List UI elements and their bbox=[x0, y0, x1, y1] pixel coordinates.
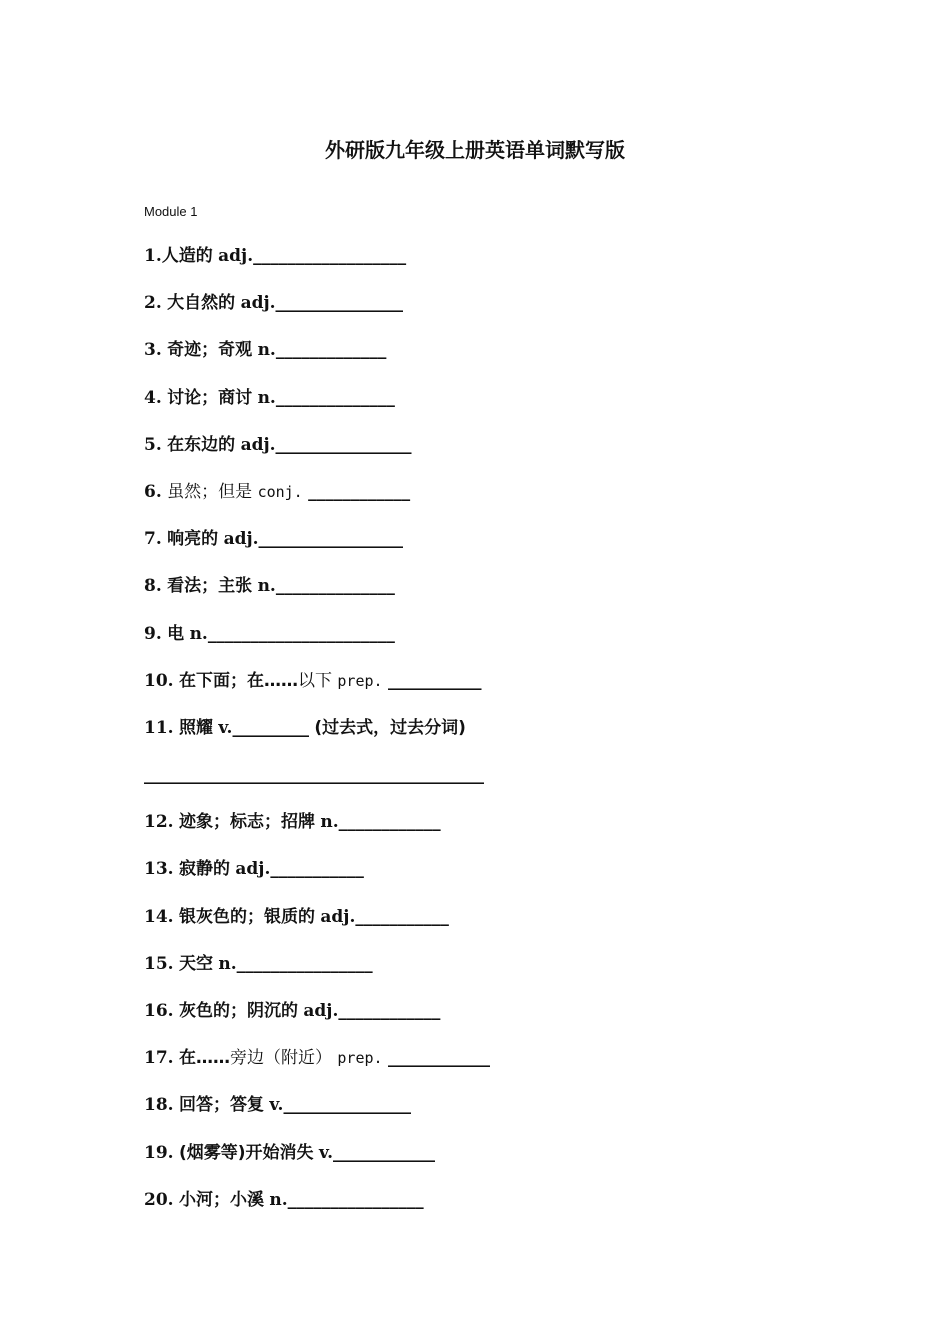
module-label: Module 1 bbox=[144, 204, 198, 219]
item-chinese: 大自然的 bbox=[167, 293, 236, 314]
item-chinese: 在…… bbox=[178, 1048, 230, 1069]
list-item bbox=[144, 526, 844, 573]
list-item bbox=[144, 479, 844, 526]
document-title: 外研版九年级上册英语单词默写版 bbox=[325, 138, 625, 162]
item-part-of-speech: n. bbox=[257, 576, 276, 597]
item-part-of-speech: prep. bbox=[337, 1049, 383, 1068]
item-number: 4. bbox=[144, 387, 162, 408]
item-part-of-speech: adj. bbox=[218, 246, 254, 266]
item-note: (过去式，过去分词) bbox=[314, 717, 466, 738]
answer-blank: __________________ bbox=[253, 246, 407, 266]
item-chinese: 奇迹；奇观 bbox=[167, 340, 253, 361]
answer-blank: _______________ bbox=[283, 1095, 411, 1116]
item-chinese: 小河；小溪 bbox=[178, 1189, 264, 1210]
item-chinese-continued: 旁边（附近） bbox=[229, 1048, 332, 1069]
item-part-of-speech: v. bbox=[318, 1142, 334, 1163]
item-number: 9. bbox=[144, 623, 162, 644]
answer-blank: ____________ bbox=[338, 812, 441, 833]
item-part-of-speech: v. bbox=[269, 1095, 284, 1116]
item-chinese: 电 bbox=[167, 623, 185, 644]
answer-blank: ________________ bbox=[287, 1189, 424, 1210]
list-item bbox=[144, 385, 844, 432]
answer-blank: ___________ bbox=[387, 670, 482, 691]
list-item bbox=[144, 1092, 844, 1139]
answer-blank: _______________ bbox=[275, 293, 404, 314]
item-number: 8. bbox=[144, 576, 162, 597]
item-chinese: 银灰色的；银质的 bbox=[178, 906, 315, 927]
answer-blank: ________________ bbox=[236, 953, 373, 974]
item-part-of-speech: adj. bbox=[303, 1001, 339, 1021]
item-part-of-speech: n. bbox=[320, 812, 339, 833]
item-part-of-speech: v. bbox=[218, 717, 233, 738]
list-item bbox=[144, 243, 844, 290]
item-chinese: 照耀 bbox=[178, 717, 213, 738]
item-part-of-speech: adj. bbox=[240, 434, 276, 455]
item-part-of-speech: prep. bbox=[337, 671, 383, 690]
item-chinese: (烟雾等)开始消失 bbox=[178, 1142, 314, 1163]
item-number: 15. bbox=[144, 953, 174, 974]
item-chinese: 虽然；但是 bbox=[167, 481, 253, 502]
item-number: 14. bbox=[144, 906, 174, 927]
item-number: 2. bbox=[144, 293, 162, 314]
item-part-of-speech: n. bbox=[269, 1189, 288, 1210]
list-item bbox=[144, 621, 844, 668]
answer-blank: _________ bbox=[232, 717, 309, 738]
item-chinese: 灰色的；阴沉的 bbox=[178, 1001, 298, 1021]
answer-blank: ______________ bbox=[275, 576, 395, 597]
list-item bbox=[144, 809, 844, 856]
item-part-of-speech: adj. bbox=[235, 859, 271, 880]
item-number: 3. bbox=[144, 340, 162, 361]
item-chinese-continued: 以下 bbox=[297, 670, 332, 691]
list-item bbox=[144, 715, 844, 762]
item-number: 13. bbox=[144, 859, 174, 880]
item-number: 18. bbox=[144, 1095, 174, 1116]
answer-blank: ____________ bbox=[308, 481, 411, 502]
item-chinese: 天空 bbox=[178, 953, 213, 974]
item-number: 16. bbox=[144, 1001, 174, 1021]
item-part-of-speech: n. bbox=[257, 340, 276, 361]
list-item bbox=[144, 762, 844, 809]
list-item bbox=[144, 856, 844, 903]
item-number: 6. bbox=[144, 481, 162, 502]
answer-blank: ____________ bbox=[338, 1001, 441, 1021]
item-chinese: 在下面；在…… bbox=[178, 670, 298, 691]
answer-blank: ______________________ bbox=[207, 623, 395, 644]
item-part-of-speech: conj. bbox=[257, 482, 303, 501]
answer-blank: ____________ bbox=[387, 1048, 490, 1069]
answer-blank: ____________ bbox=[333, 1142, 436, 1163]
list-item bbox=[144, 290, 844, 337]
item-chinese: 寂静的 bbox=[178, 859, 230, 880]
vocabulary-list bbox=[144, 243, 844, 1234]
list-item bbox=[144, 1140, 844, 1187]
item-chinese: 响亮的 bbox=[167, 529, 219, 550]
item-part-of-speech: n. bbox=[189, 623, 208, 644]
answer-blank: ______________ bbox=[275, 387, 395, 408]
item-part-of-speech: n. bbox=[218, 953, 237, 974]
answer-blank: _________________ bbox=[258, 529, 404, 550]
item-part-of-speech: adj. bbox=[240, 293, 276, 314]
list-item bbox=[144, 432, 844, 479]
item-part-of-speech: n. bbox=[257, 387, 276, 408]
item-number: 5. bbox=[144, 434, 162, 455]
item-chinese: 讨论；商讨 bbox=[167, 387, 253, 408]
item-number: 20. bbox=[144, 1189, 174, 1210]
item-number: 7. bbox=[144, 529, 162, 550]
answer-blank: _____________ bbox=[275, 340, 387, 361]
item-number: 12. bbox=[144, 812, 174, 833]
list-item bbox=[144, 904, 844, 951]
item-chinese: 回答；答复 bbox=[178, 1095, 264, 1116]
list-item bbox=[144, 951, 844, 998]
list-item bbox=[144, 337, 844, 384]
answer-blank: ________________ bbox=[275, 434, 412, 455]
item-part-of-speech: adj. bbox=[320, 906, 356, 927]
item-number: 10. bbox=[144, 670, 174, 691]
item-number: 11. bbox=[144, 717, 174, 738]
item-number: 17. bbox=[144, 1048, 174, 1069]
list-item bbox=[144, 573, 844, 620]
item-part-of-speech: adj. bbox=[223, 529, 259, 550]
list-item bbox=[144, 1187, 844, 1234]
answer-blank: ___________ bbox=[355, 906, 449, 927]
list-item bbox=[144, 668, 844, 715]
item-number: 19. bbox=[144, 1142, 174, 1163]
answer-blank: ___________ bbox=[270, 859, 364, 880]
item-chinese: 看法；主张 bbox=[167, 576, 253, 597]
item-chinese: 迹象；标志；招牌 bbox=[178, 812, 315, 833]
list-item bbox=[144, 998, 844, 1045]
item-number: 1. bbox=[144, 246, 162, 266]
item-chinese: 在东边的 bbox=[167, 434, 236, 455]
item-chinese: 人造的 bbox=[161, 246, 213, 266]
list-item bbox=[144, 1045, 844, 1092]
answer-blank: ________________________________________ bbox=[144, 765, 484, 786]
